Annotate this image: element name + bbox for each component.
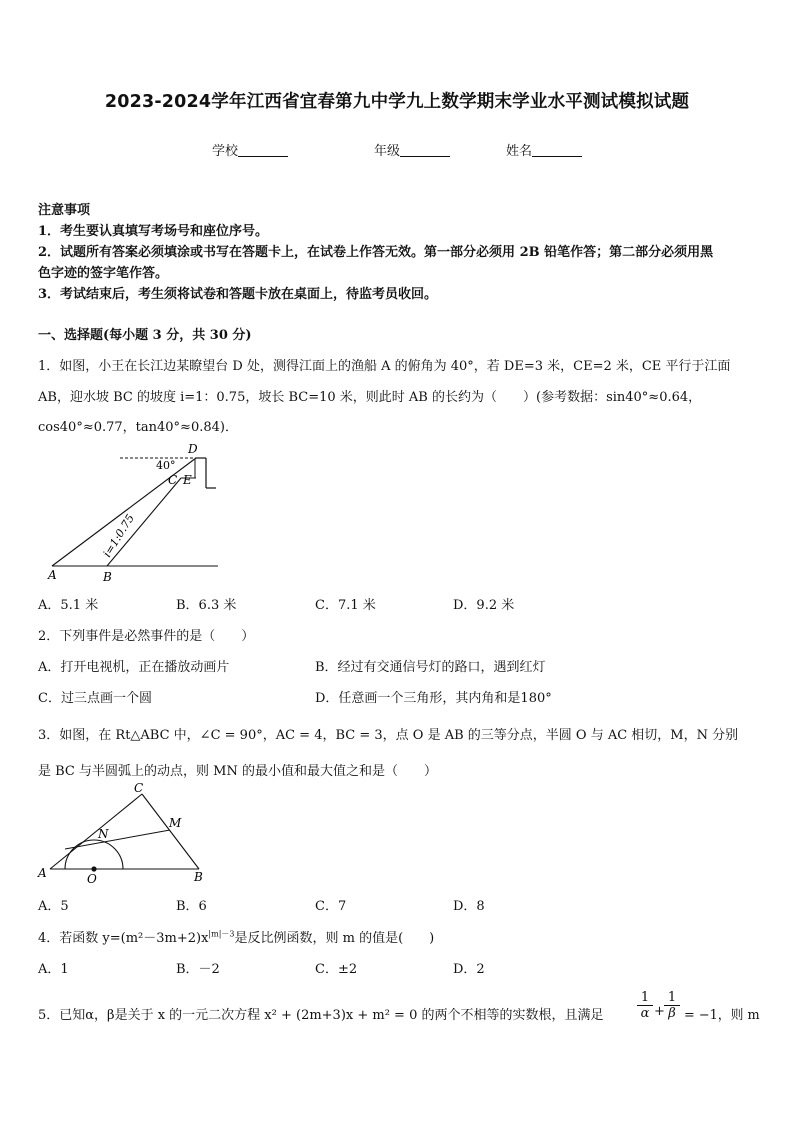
q4-option-c[interactable]: C．±2 [315, 962, 358, 977]
school-field[interactable] [212, 140, 288, 159]
notice-heading: 注意事项 [38, 203, 91, 218]
notice-item: 3．考试结束后，考生须将试卷和答题卡放在桌面上，待监考员收回。 [38, 287, 438, 302]
q4-stem [38, 927, 434, 946]
label-d: D [188, 442, 198, 456]
q1-line: 1．如图，小王在长江边某瞭望台 D 处，测得江面上的渔船 A 的俯角为 40°，若 DE=3 米，CE=2 米，CE 平行于江面 [38, 359, 731, 374]
q3-line: 3．如图，在 Rt△ABC 中，∠C = 90°，AC = 4，BC = 3，点 O 是 AB 的三等分点，半圆 O 与 AC 相切，M，N 分别 [38, 728, 739, 743]
label-o: O [87, 872, 97, 886]
q4-option-d[interactable]: D．2 [453, 962, 485, 977]
q2-option-a[interactable]: A．打开电视机，正在播放动画片 [38, 660, 230, 675]
q3-figure [36, 780, 216, 890]
angle-label: 40° [156, 459, 176, 472]
school-blank[interactable] [238, 143, 288, 157]
name-field[interactable] [506, 140, 582, 159]
q2-stem: 2．下列事件是必然事件的是（ ） [38, 629, 255, 644]
q1-line: cos40°≈0.77，tan40°≈0.84)． [38, 420, 238, 435]
label-c: C [168, 473, 178, 487]
q5-fraction-beta [664, 990, 680, 1021]
q2-option-c[interactable]: C．过三点画一个圆 [38, 691, 152, 706]
notice-item: 色字迹的签字笔作答。 [38, 266, 169, 281]
slope-label: i=1:0.75 [100, 512, 137, 560]
q4-stem-b: 是反比例函数，则 m 的值是( ) [234, 931, 435, 946]
name-blank[interactable] [532, 143, 582, 157]
q2-option-d[interactable]: D．任意画一个三角形，其内角和是180° [315, 691, 552, 706]
q5-stem-b: = −1，则 m [684, 1008, 760, 1023]
q3-option-a[interactable]: A．5 [38, 899, 69, 914]
section-heading: 一、选择题(每小题 3 分，共 30 分) [38, 328, 252, 343]
grade-blank[interactable] [400, 143, 450, 157]
grade-label: 年级 [374, 144, 401, 159]
q4-option-b[interactable]: B．－2 [176, 962, 220, 977]
q1-option-a[interactable]: A．5.1 米 [38, 598, 99, 613]
label-a: A [38, 866, 47, 880]
q5-stem-a: 5．已知α，β是关于 x 的一元二次方程 x² + (2m+3)x + m² = 0 的两个不相等的实数根，且满足 [38, 1008, 604, 1023]
name-label: 姓名 [506, 144, 533, 159]
label-c: C [134, 781, 144, 795]
q5-fraction-alpha [637, 990, 653, 1021]
fraction-numerator: 1 [667, 990, 677, 1005]
q1-figure [38, 438, 228, 588]
notice-item: 1．考生要认真填写考场号和座位序号。 [38, 224, 269, 239]
fraction-numerator: 1 [640, 990, 650, 1005]
label-m: M [169, 816, 182, 830]
school-label: 学校 [212, 144, 239, 159]
label-a: A [48, 568, 57, 582]
q5-plus: + [654, 1004, 665, 1019]
label-b: B [194, 870, 203, 884]
q3-line: 是 BC 与半圆弧上的动点，则 MN 的最小值和最大值之和是（ ） [38, 764, 437, 779]
q4-exponent: |m|－3 [208, 929, 235, 939]
q3-option-d[interactable]: D．8 [453, 899, 485, 914]
label-b: B [103, 570, 112, 584]
page-title: 2023-2024学年江西省宜春第九中学九上数学期末学业水平测试模拟试题 [104, 92, 690, 112]
q3-option-c[interactable]: C．7 [315, 899, 347, 914]
q1-option-b[interactable]: B．6.3 米 [176, 598, 237, 613]
q2-option-b[interactable]: B．经过有交通信号灯的路口，遇到红灯 [315, 660, 546, 675]
q1-line: AB，迎水坡 BC 的坡度 i=1：0.75，坡长 BC=10 米，则此时 AB 的长约为（ ）(参考数据：sin40°≈0.64， [38, 390, 702, 405]
q1-option-d[interactable]: D．9.2 米 [453, 598, 515, 613]
fraction-denominator: β [664, 1005, 680, 1021]
q4-stem-a: 4．若函数 y=(m²－3m+2)x [38, 931, 209, 946]
label-e: E [183, 473, 192, 487]
grade-field[interactable] [374, 140, 450, 159]
fraction-denominator: α [637, 1005, 653, 1021]
q3-option-b[interactable]: B．6 [176, 899, 207, 914]
q4-option-a[interactable]: A．1 [38, 962, 69, 977]
notice-item: 2．试题所有答案必须填涂或书写在答题卡上，在试卷上作答无效。第一部分必须用 2B 铅笔作答；第二部分必须用黑 [38, 245, 714, 260]
label-n: N [98, 827, 109, 841]
q1-option-c[interactable]: C．7.1 米 [315, 598, 376, 613]
